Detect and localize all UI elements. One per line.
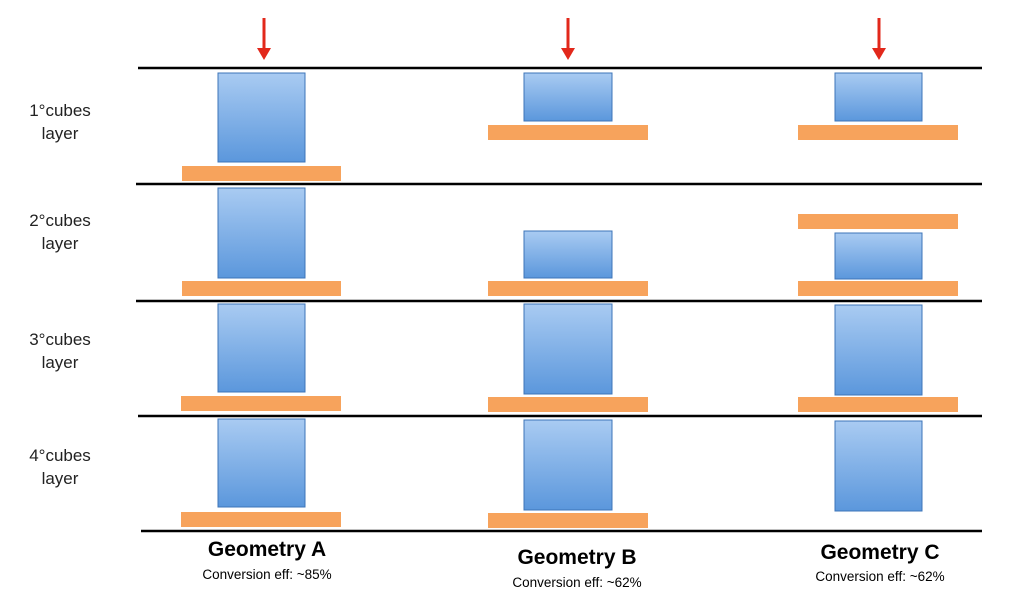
arrow-geometry-b: [561, 18, 575, 60]
cube-a-layer-4: [218, 419, 305, 507]
plate-c-layer-3: [798, 397, 958, 412]
geometry-b-efficiency: Conversion eff: ~62%: [512, 575, 642, 590]
row-label-1: [10, 99, 110, 145]
row-label-2: [10, 209, 110, 255]
cube-b-layer-3: [524, 304, 612, 394]
plate-a-layer-3: [181, 396, 341, 411]
plate-b-layer-4: [488, 513, 648, 528]
geometry-c-efficiency: Conversion eff: ~62%: [815, 569, 945, 584]
cube-b-layer-2: [524, 231, 612, 278]
arrow-geometry-a: [257, 18, 271, 60]
cube-a-layer-3: [218, 304, 305, 392]
plate-c-layer-1: [798, 125, 958, 140]
plate-c-layer-2: [798, 281, 958, 296]
cube-c-layer-1: [835, 73, 922, 121]
cube-c-layer-3: [835, 305, 922, 395]
plate-a-layer-2: [182, 281, 341, 296]
plate-b-layer-2: [488, 281, 648, 296]
cube-a-layer-2: [218, 188, 305, 278]
row-label-3: [10, 328, 110, 374]
row-label-2-line1: 2°cubes: [29, 211, 91, 230]
cube-c-layer-2: [835, 233, 922, 279]
plate-a-layer-1: [182, 166, 341, 181]
plate-c-layer-2-top: [798, 214, 958, 229]
row-label-3-line2: layer: [41, 353, 79, 372]
cube-c-layer-4: [835, 421, 922, 511]
cube-a-layer-1: [218, 73, 305, 162]
geometry-a-efficiency: Conversion eff: ~85%: [202, 567, 332, 582]
arrow-geometry-c: [872, 18, 886, 60]
row-label-4-line2: layer: [41, 469, 79, 488]
plate-b-layer-3: [488, 397, 648, 412]
cube-b-layer-1: [524, 73, 612, 121]
incident-arrows: [257, 18, 886, 60]
plate-a-layer-4: [181, 512, 341, 527]
row-label-2-line2: layer: [41, 234, 79, 253]
row-label-3-line1: 3°cubes: [29, 330, 91, 349]
row-label-1-line2: layer: [41, 124, 79, 143]
row-label-4-line1: 4°cubes: [29, 446, 91, 465]
geometry-a-title: Geometry A: [207, 538, 327, 561]
row-label-1-line1: 1°cubes: [29, 101, 91, 120]
geometry-c-column: [798, 73, 958, 511]
cube-b-layer-4: [524, 420, 612, 510]
geometry-b-title: Geometry B: [517, 546, 637, 569]
row-label-4: [10, 444, 110, 490]
geometry-c-title: Geometry C: [820, 541, 940, 564]
plate-b-layer-1: [488, 125, 648, 140]
